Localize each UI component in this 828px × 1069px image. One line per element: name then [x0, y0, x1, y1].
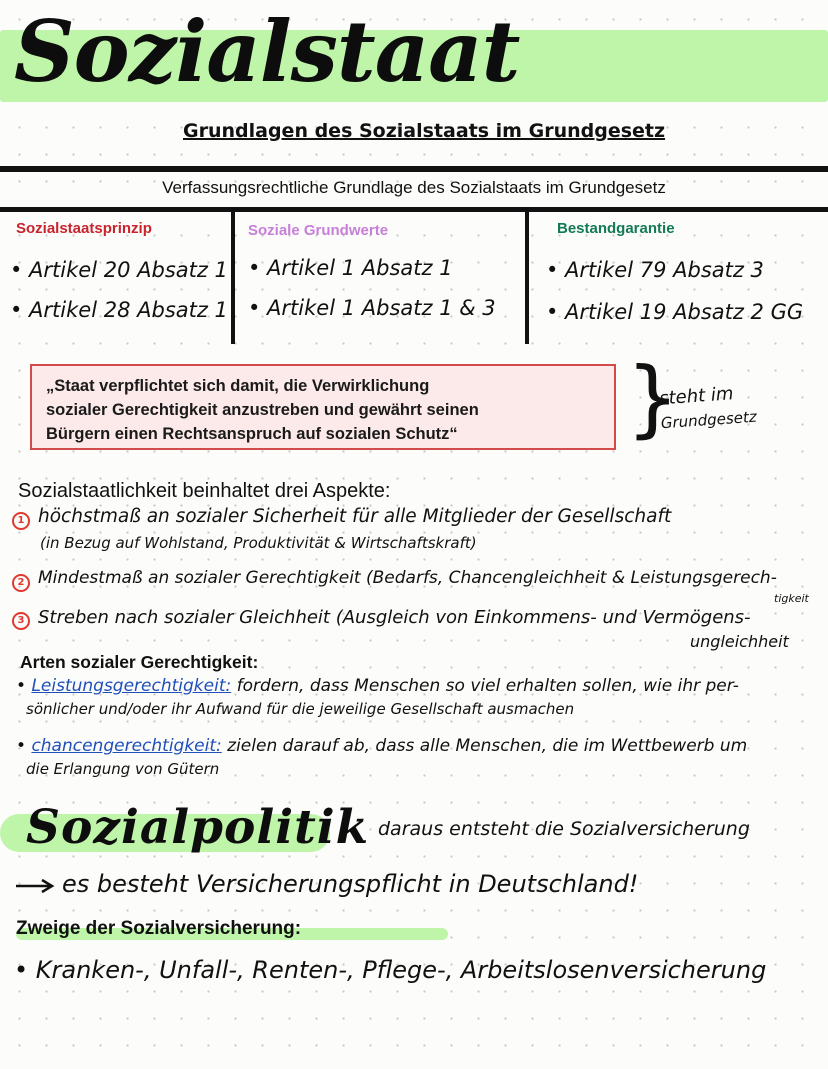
page-subtitle: Grundlagen des Sozialstaats im Grundgesetz	[183, 120, 666, 142]
leistung-line: • Leistungsgerechtigkeit: fordern, dass Menschen so viel erhalten sollen, wie ihr per-	[16, 676, 739, 696]
leistung-definition: fordern, dass Menschen so viel erhalten sollen, wie ihr per-	[236, 676, 739, 696]
table-top-rule	[0, 166, 828, 172]
sozialpolitik-note: daraus entsteht die Sozialversicherung	[378, 818, 750, 840]
column-title-sozialstaatsprinzip: Sozialstaatsprinzip	[16, 220, 152, 237]
cell-item: • Artikel 28 Absatz 1	[10, 298, 228, 322]
quote-line: Bürgern einen Rechtsanspruch auf sozialen Schutz“	[46, 425, 458, 443]
term-chancengerechtigkeit: chancengerechtigkeit:	[31, 736, 222, 756]
cell-item: • Artikel 1 Absatz 1	[248, 256, 453, 280]
aspects-intro: Sozialstaatlichkeit beinhaltet drei Aspekte:	[18, 480, 391, 502]
column-title-soziale-grundwerte: Soziale Grundwerte	[248, 222, 389, 239]
aspect-3-continuation: ungleichheit	[690, 632, 789, 651]
quote-line: „Staat verpflichtet sich damit, die Verwirklichung	[46, 377, 430, 395]
pflicht-statement: es besteht Versicherungspflicht in Deutschland!	[62, 870, 639, 898]
cell-item: • Artikel 20 Absatz 1	[10, 258, 228, 282]
leistung-definition-continued: sönlicher und/oder ihr Aufwand für die jeweilige Gesellschaft ausmachen	[26, 700, 575, 718]
aspect-1-detail: (in Bezug auf Wohlstand, Produktivität & Wirtschaftskraft)	[40, 534, 477, 552]
arrow-right-icon	[14, 876, 56, 896]
quote-box	[30, 364, 616, 450]
page-title: Sozialstaat	[14, 2, 520, 101]
term-leistungsgerechtigkeit: Leistungsgerechtigkeit:	[31, 676, 232, 696]
chancen-line: • chancengerechtigkeit: zielen darauf ab, dass alle Menschen, die im Wettbewerb um	[16, 736, 748, 756]
number-badge: 3	[12, 612, 30, 630]
column-divider	[231, 210, 235, 344]
aspect-2: Mindestmaß an sozialer Gerechtigkeit (Bedarfs, Chancengleichheit & Leistungsgerech-	[38, 568, 777, 588]
curly-brace: }	[626, 349, 680, 447]
number-badge: 2	[12, 574, 30, 592]
column-title-bestandgarantie: Bestandgarantie	[557, 220, 675, 237]
margin-note-line: Grundgesetz	[660, 407, 758, 433]
section-title-sozialpolitik: Sozialpolitik	[26, 800, 370, 855]
aspect-2-continuation: tigkeit	[774, 592, 809, 605]
column-divider	[525, 210, 529, 344]
aspect-3: Streben nach sozialer Gleichheit (Ausgleich von Einkommens- und Vermögens-	[38, 607, 751, 628]
aspect-1: höchstmaß an sozialer Sicherheit für alle Mitglieder der Gesellschaft	[38, 506, 672, 527]
quote-line: sozialer Gerechtigkeit anzustreben und gewährt seinen	[46, 401, 479, 419]
chancen-definition-continued: die Erlangung von Gütern	[26, 760, 220, 778]
margin-note	[658, 381, 757, 436]
chancen-definition: zielen darauf ab, dass alle Menschen, die im Wettbewerb um	[227, 736, 748, 756]
cell-item: • Artikel 79 Absatz 3	[546, 258, 764, 282]
section-heading-gerechtigkeit: Arten sozialer Gerechtigkeit:	[20, 652, 259, 672]
margin-note-line: steht im	[658, 383, 735, 410]
number-badge: 1	[12, 512, 30, 530]
table-header-rule	[0, 207, 828, 212]
table-caption: Verfassungsrechtliche Grundlage des Sozialstaats im Grundgesetz	[162, 178, 666, 197]
section-heading-zweige: Zweige der Sozialversicherung:	[16, 918, 302, 939]
cell-item: • Artikel 19 Absatz 2 GG	[546, 300, 804, 324]
cell-item: • Artikel 1 Absatz 1 & 3	[248, 296, 496, 320]
branches-list: • Kranken-, Unfall-, Renten-, Pflege-, Arbeitslosenversicherung	[14, 956, 767, 984]
